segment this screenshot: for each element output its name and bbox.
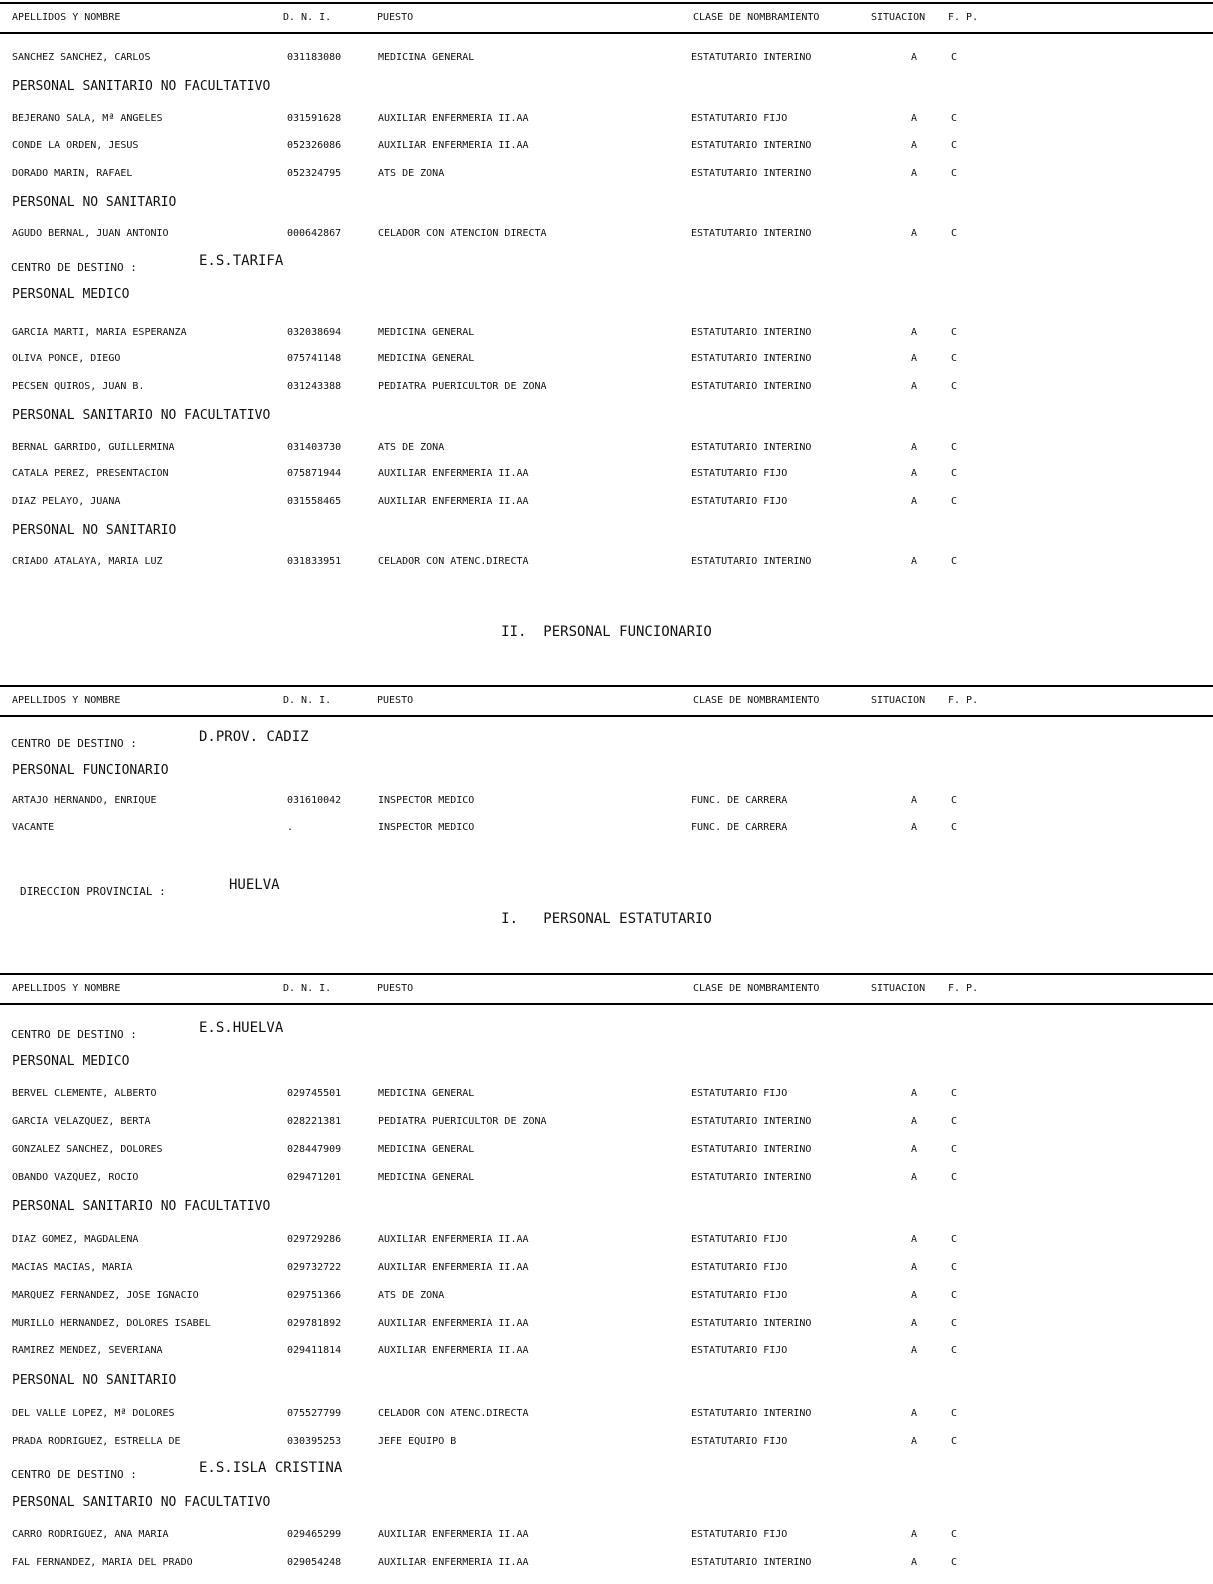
table-row [0, 1234, 1213, 1248]
table-row [0, 1436, 1213, 1450]
centro-destino-value: E.S.ISLA CRISTINA [199, 1460, 343, 1476]
table-row [0, 1290, 1213, 1304]
centro-destino [11, 1020, 284, 1042]
header-clase-nombramiento: CLASE DE NOMBRAMIENTO [693, 983, 820, 994]
employee-situacion: A [911, 1262, 918, 1273]
table-row [0, 1116, 1213, 1130]
header-puesto: PUESTO [377, 695, 414, 706]
employee-situacion: A [911, 1290, 918, 1301]
employee-puesto: AUXILIAR ENFERMERIA II.AA [378, 468, 529, 479]
direccion-provincial-value: HUELVA [229, 877, 280, 893]
employee-dni: 032038694 [287, 327, 342, 338]
employee-puesto: JEFE EQUIPO B [378, 1436, 457, 1447]
header-puesto: PUESTO [377, 12, 414, 23]
employee-name: AGUDO BERNAL, JUAN ANTONIO [12, 228, 169, 239]
employee-situacion: A [911, 556, 918, 567]
employee-dni: 030395253 [287, 1436, 342, 1447]
centro-destino-label: CENTRO DE DESTINO : [11, 737, 137, 750]
section-heading: PERSONAL SANITARIO NO FACULTATIVO [12, 79, 271, 94]
employee-fp: C [951, 1436, 958, 1447]
employee-dni: 075527799 [287, 1408, 342, 1419]
employee-fp: C [951, 795, 958, 806]
table-row [0, 1557, 1213, 1571]
table-row [0, 795, 1213, 809]
employee-puesto: AUXILIAR ENFERMERIA II.AA [378, 113, 529, 124]
employee-clase: ESTATUTARIO FIJO [691, 1234, 788, 1245]
employee-clase: FUNC. DE CARRERA [691, 822, 788, 833]
employee-dni: 031833951 [287, 556, 342, 567]
centro-destino-label: CENTRO DE DESTINO : [11, 1028, 137, 1041]
section-heading: PERSONAL NO SANITARIO [12, 1373, 177, 1388]
centro-destino-value: D.PROV. CADIZ [199, 729, 309, 745]
header-fp: F. P. [948, 695, 979, 706]
employee-clase: ESTATUTARIO FIJO [691, 1529, 788, 1540]
employee-puesto: PEDIATRA PUERICULTOR DE ZONA [378, 381, 547, 392]
section-heading: PERSONAL MEDICO [12, 1054, 130, 1069]
employee-name: PRADA RODRIGUEZ, ESTRELLA DE [12, 1436, 181, 1447]
direccion-provincial [20, 877, 280, 899]
header-clase-nombramiento: CLASE DE NOMBRAMIENTO [693, 695, 820, 706]
table-header [0, 2, 1213, 34]
employee-clase: FUNC. DE CARRERA [691, 795, 788, 806]
employee-situacion: A [911, 1529, 918, 1540]
employee-dni: 029465299 [287, 1529, 342, 1540]
employee-fp: C [951, 1290, 958, 1301]
section-heading: PERSONAL NO SANITARIO [12, 523, 177, 538]
centro-destino [11, 253, 284, 275]
employee-situacion: A [911, 1116, 918, 1127]
employee-fp: C [951, 327, 958, 338]
employee-clase: ESTATUTARIO FIJO [691, 1290, 788, 1301]
employee-clase: ESTATUTARIO FIJO [691, 1345, 788, 1356]
employee-fp: C [951, 822, 958, 833]
table-row [0, 353, 1213, 367]
employee-situacion: A [911, 140, 918, 151]
employee-fp: C [951, 1262, 958, 1273]
employee-dni: 028447909 [287, 1144, 342, 1155]
employee-clase: ESTATUTARIO FIJO [691, 1262, 788, 1273]
centro-destino-value: E.S.HUELVA [199, 1020, 284, 1036]
employee-dni: 029411814 [287, 1345, 342, 1356]
table-row [0, 1144, 1213, 1158]
employee-clase: ESTATUTARIO INTERINO [691, 1172, 812, 1183]
employee-fp: C [951, 1557, 958, 1568]
employee-clase: ESTATUTARIO INTERINO [691, 1318, 812, 1329]
employee-fp: C [951, 468, 958, 479]
table-header [0, 973, 1213, 1005]
employee-situacion: A [911, 1088, 918, 1099]
employee-clase: ESTATUTARIO FIJO [691, 496, 788, 507]
employee-puesto: MEDICINA GENERAL [378, 1088, 475, 1099]
section-heading: PERSONAL FUNCIONARIO [12, 763, 169, 778]
employee-puesto: MEDICINA GENERAL [378, 1144, 475, 1155]
employee-name: DIAZ PELAYO, JUANA [12, 496, 121, 507]
table-row [0, 1345, 1213, 1359]
employee-fp: C [951, 1088, 958, 1099]
employee-name: MARQUEZ FERNANDEZ, JOSE IGNACIO [12, 1290, 199, 1301]
employee-situacion: A [911, 1345, 918, 1356]
employee-name: ARTAJO HERNANDO, ENRIQUE [12, 795, 157, 806]
direccion-provincial-label: DIRECCION PROVINCIAL : [20, 885, 166, 898]
header-situacion: SITUACION [871, 12, 926, 23]
employee-fp: C [951, 140, 958, 151]
section-heading: PERSONAL MEDICO [12, 287, 130, 302]
employee-fp: C [951, 353, 958, 364]
header-apellidos-nombre: APELLIDOS Y NOMBRE [12, 12, 121, 23]
employee-puesto: AUXILIAR ENFERMERIA II.AA [378, 1262, 529, 1273]
employee-situacion: A [911, 381, 918, 392]
section-heading: PERSONAL NO SANITARIO [12, 195, 177, 210]
employee-puesto: ATS DE ZONA [378, 168, 445, 179]
employee-name: CONDE LA ORDEN, JESUS [12, 140, 139, 151]
employee-dni: 052324795 [287, 168, 342, 179]
part-title: I. PERSONAL ESTATUTARIO [501, 911, 712, 927]
employee-puesto: AUXILIAR ENFERMERIA II.AA [378, 496, 529, 507]
section-heading: PERSONAL SANITARIO NO FACULTATIVO [12, 1199, 271, 1214]
employee-situacion: A [911, 52, 918, 63]
employee-fp: C [951, 1529, 958, 1540]
table-row [0, 228, 1213, 242]
employee-name: CRIADO ATALAYA, MARIA LUZ [12, 556, 163, 567]
employee-clase: ESTATUTARIO INTERINO [691, 1557, 812, 1568]
header-apellidos-nombre: APELLIDOS Y NOMBRE [12, 983, 121, 994]
employee-clase: ESTATUTARIO INTERINO [691, 1144, 812, 1155]
employee-situacion: A [911, 1436, 918, 1447]
employee-name: GARCIA MARTI, MARIA ESPERANZA [12, 327, 187, 338]
employee-puesto: CELADOR CON ATENCION DIRECTA [378, 228, 547, 239]
employee-name: RAMIREZ MENDEZ, SEVERIANA [12, 1345, 163, 1356]
employee-dni: 075741148 [287, 353, 342, 364]
employee-name: MACIAS MACIAS, MARIA [12, 1262, 133, 1273]
employee-name: OLIVA PONCE, DIEGO [12, 353, 121, 364]
header-apellidos-nombre: APELLIDOS Y NOMBRE [12, 695, 121, 706]
employee-situacion: A [911, 795, 918, 806]
table-row [0, 1088, 1213, 1102]
table-row [0, 468, 1213, 482]
employee-fp: C [951, 228, 958, 239]
employee-situacion: A [911, 1408, 918, 1419]
employee-clase: ESTATUTARIO INTERINO [691, 442, 812, 453]
table-row [0, 1172, 1213, 1186]
employee-name: DEL VALLE LOPEZ, Mª DOLORES [12, 1408, 175, 1419]
employee-name: BEJERANO SALA, Mª ANGELES [12, 113, 163, 124]
table-row [0, 442, 1213, 456]
employee-clase: ESTATUTARIO FIJO [691, 468, 788, 479]
employee-puesto: AUXILIAR ENFERMERIA II.AA [378, 1345, 529, 1356]
employee-fp: C [951, 1318, 958, 1329]
centro-destino-label: CENTRO DE DESTINO : [11, 261, 137, 274]
employee-puesto: MEDICINA GENERAL [378, 52, 475, 63]
part-title: II. PERSONAL FUNCIONARIO [501, 624, 712, 640]
header-fp: F. P. [948, 12, 979, 23]
employee-fp: C [951, 442, 958, 453]
employee-clase: ESTATUTARIO INTERINO [691, 228, 812, 239]
employee-name: DIAZ GOMEZ, MAGDALENA [12, 1234, 139, 1245]
employee-name: MURILLO HERNANDEZ, DOLORES ISABEL [12, 1318, 211, 1329]
employee-puesto: AUXILIAR ENFERMERIA II.AA [378, 140, 529, 151]
employee-name: SANCHEZ SANCHEZ, CARLOS [12, 52, 151, 63]
employee-situacion: A [911, 168, 918, 179]
centro-destino-label: CENTRO DE DESTINO : [11, 1468, 137, 1481]
employee-clase: ESTATUTARIO INTERINO [691, 353, 812, 364]
employee-puesto: ATS DE ZONA [378, 442, 445, 453]
section-heading: PERSONAL SANITARIO NO FACULTATIVO [12, 1495, 271, 1510]
employee-dni: 029751366 [287, 1290, 342, 1301]
employee-puesto: AUXILIAR ENFERMERIA II.AA [378, 1557, 529, 1568]
employee-puesto: MEDICINA GENERAL [378, 1172, 475, 1183]
section-heading: PERSONAL SANITARIO NO FACULTATIVO [12, 408, 271, 423]
employee-fp: C [951, 556, 958, 567]
employee-fp: C [951, 1144, 958, 1155]
employee-dni: 031591628 [287, 113, 342, 124]
employee-puesto: CELADOR CON ATENC.DIRECTA [378, 556, 529, 567]
employee-fp: C [951, 113, 958, 124]
centro-destino [11, 1460, 343, 1482]
employee-dni: 029471201 [287, 1172, 342, 1183]
employee-name: CATALA PEREZ, PRESENTACION [12, 468, 169, 479]
employee-dni: 000642867 [287, 228, 342, 239]
table-row [0, 822, 1213, 836]
employee-dni: 028221381 [287, 1116, 342, 1127]
employee-situacion: A [911, 442, 918, 453]
employee-situacion: A [911, 228, 918, 239]
employee-clase: ESTATUTARIO INTERINO [691, 1408, 812, 1419]
employee-puesto: PEDIATRA PUERICULTOR DE ZONA [378, 1116, 547, 1127]
employee-dni: 075871944 [287, 468, 342, 479]
centro-destino-value: E.S.TARIFA [199, 253, 284, 269]
employee-name: PECSEN QUIROS, JUAN B. [12, 381, 145, 392]
employee-dni: 029729286 [287, 1234, 342, 1245]
employee-dni: 031243388 [287, 381, 342, 392]
employee-clase: ESTATUTARIO FIJO [691, 1088, 788, 1099]
employee-situacion: A [911, 468, 918, 479]
employee-puesto: MEDICINA GENERAL [378, 327, 475, 338]
employee-clase: ESTATUTARIO FIJO [691, 113, 788, 124]
employee-situacion: A [911, 1557, 918, 1568]
table-row [0, 113, 1213, 127]
header-situacion: SITUACION [871, 983, 926, 994]
employee-fp: C [951, 1234, 958, 1245]
employee-fp: C [951, 1116, 958, 1127]
employee-fp: C [951, 381, 958, 392]
employee-fp: C [951, 1172, 958, 1183]
employee-puesto: CELADOR CON ATENC.DIRECTA [378, 1408, 529, 1419]
employee-situacion: A [911, 1234, 918, 1245]
employee-dni: 031403730 [287, 442, 342, 453]
centro-destino [11, 729, 309, 751]
header-clase-nombramiento: CLASE DE NOMBRAMIENTO [693, 12, 820, 23]
employee-puesto: ATS DE ZONA [378, 1290, 445, 1301]
employee-dni: 031558465 [287, 496, 342, 507]
employee-name: GARCIA VELAZQUEZ, BERTA [12, 1116, 151, 1127]
employee-dni: 029732722 [287, 1262, 342, 1273]
table-row [0, 496, 1213, 510]
employee-name: BERVEL CLEMENTE, ALBERTO [12, 1088, 157, 1099]
employee-clase: ESTATUTARIO INTERINO [691, 327, 812, 338]
header-dni: D. N. I. [283, 12, 332, 23]
employee-clase: ESTATUTARIO INTERINO [691, 52, 812, 63]
employee-fp: C [951, 1408, 958, 1419]
employee-dni: 031183080 [287, 52, 342, 63]
employee-situacion: A [911, 496, 918, 507]
employee-situacion: A [911, 1318, 918, 1329]
employee-situacion: A [911, 327, 918, 338]
header-dni: D. N. I. [283, 695, 332, 706]
employee-name: GONZALEZ SANCHEZ, DOLORES [12, 1144, 163, 1155]
employee-dni: 029745501 [287, 1088, 342, 1099]
employee-clase: ESTATUTARIO INTERINO [691, 381, 812, 392]
employee-situacion: A [911, 1144, 918, 1155]
header-puesto: PUESTO [377, 983, 414, 994]
employee-fp: C [951, 496, 958, 507]
table-row [0, 381, 1213, 395]
employee-name: OBANDO VAZQUEZ, ROCIO [12, 1172, 139, 1183]
employee-situacion: A [911, 113, 918, 124]
employee-situacion: A [911, 353, 918, 364]
employee-clase: ESTATUTARIO INTERINO [691, 168, 812, 179]
header-dni: D. N. I. [283, 983, 332, 994]
header-fp: F. P. [948, 983, 979, 994]
employee-clase: ESTATUTARIO INTERINO [691, 556, 812, 567]
employee-name: FAL FERNANDEZ, MARIA DEL PRADO [12, 1557, 193, 1568]
table-row [0, 327, 1213, 341]
employee-name: DORADO MARIN, RAFAEL [12, 168, 133, 179]
table-header [0, 685, 1213, 717]
employee-puesto: INSPECTOR MEDICO [378, 795, 475, 806]
table-row [0, 556, 1213, 570]
employee-fp: C [951, 168, 958, 179]
employee-dni: 029054248 [287, 1557, 342, 1568]
employee-name: CARRO RODRIGUEZ, ANA MARIA [12, 1529, 169, 1540]
employee-puesto: AUXILIAR ENFERMERIA II.AA [378, 1234, 529, 1245]
employee-situacion: A [911, 822, 918, 833]
table-row [0, 1408, 1213, 1422]
employee-puesto: AUXILIAR ENFERMERIA II.AA [378, 1318, 529, 1329]
header-situacion: SITUACION [871, 695, 926, 706]
employee-fp: C [951, 1345, 958, 1356]
employee-puesto: MEDICINA GENERAL [378, 353, 475, 364]
employee-dni: . [287, 822, 294, 833]
table-row [0, 168, 1213, 182]
employee-clase: ESTATUTARIO FIJO [691, 1436, 788, 1447]
employee-puesto: AUXILIAR ENFERMERIA II.AA [378, 1529, 529, 1540]
table-row [0, 1529, 1213, 1543]
table-row [0, 1318, 1213, 1332]
employee-dni: 029781892 [287, 1318, 342, 1329]
employee-name: VACANTE [12, 822, 55, 833]
employee-fp: C [951, 52, 958, 63]
table-row [0, 140, 1213, 154]
employee-dni: 031610042 [287, 795, 342, 806]
employee-name: BERNAL GARRIDO, GUILLERMINA [12, 442, 175, 453]
employee-situacion: A [911, 1172, 918, 1183]
employee-puesto: INSPECTOR MEDICO [378, 822, 475, 833]
table-row [0, 52, 1213, 66]
employee-clase: ESTATUTARIO INTERINO [691, 1116, 812, 1127]
employee-dni: 052326086 [287, 140, 342, 151]
table-row [0, 1262, 1213, 1276]
employee-clase: ESTATUTARIO INTERINO [691, 140, 812, 151]
